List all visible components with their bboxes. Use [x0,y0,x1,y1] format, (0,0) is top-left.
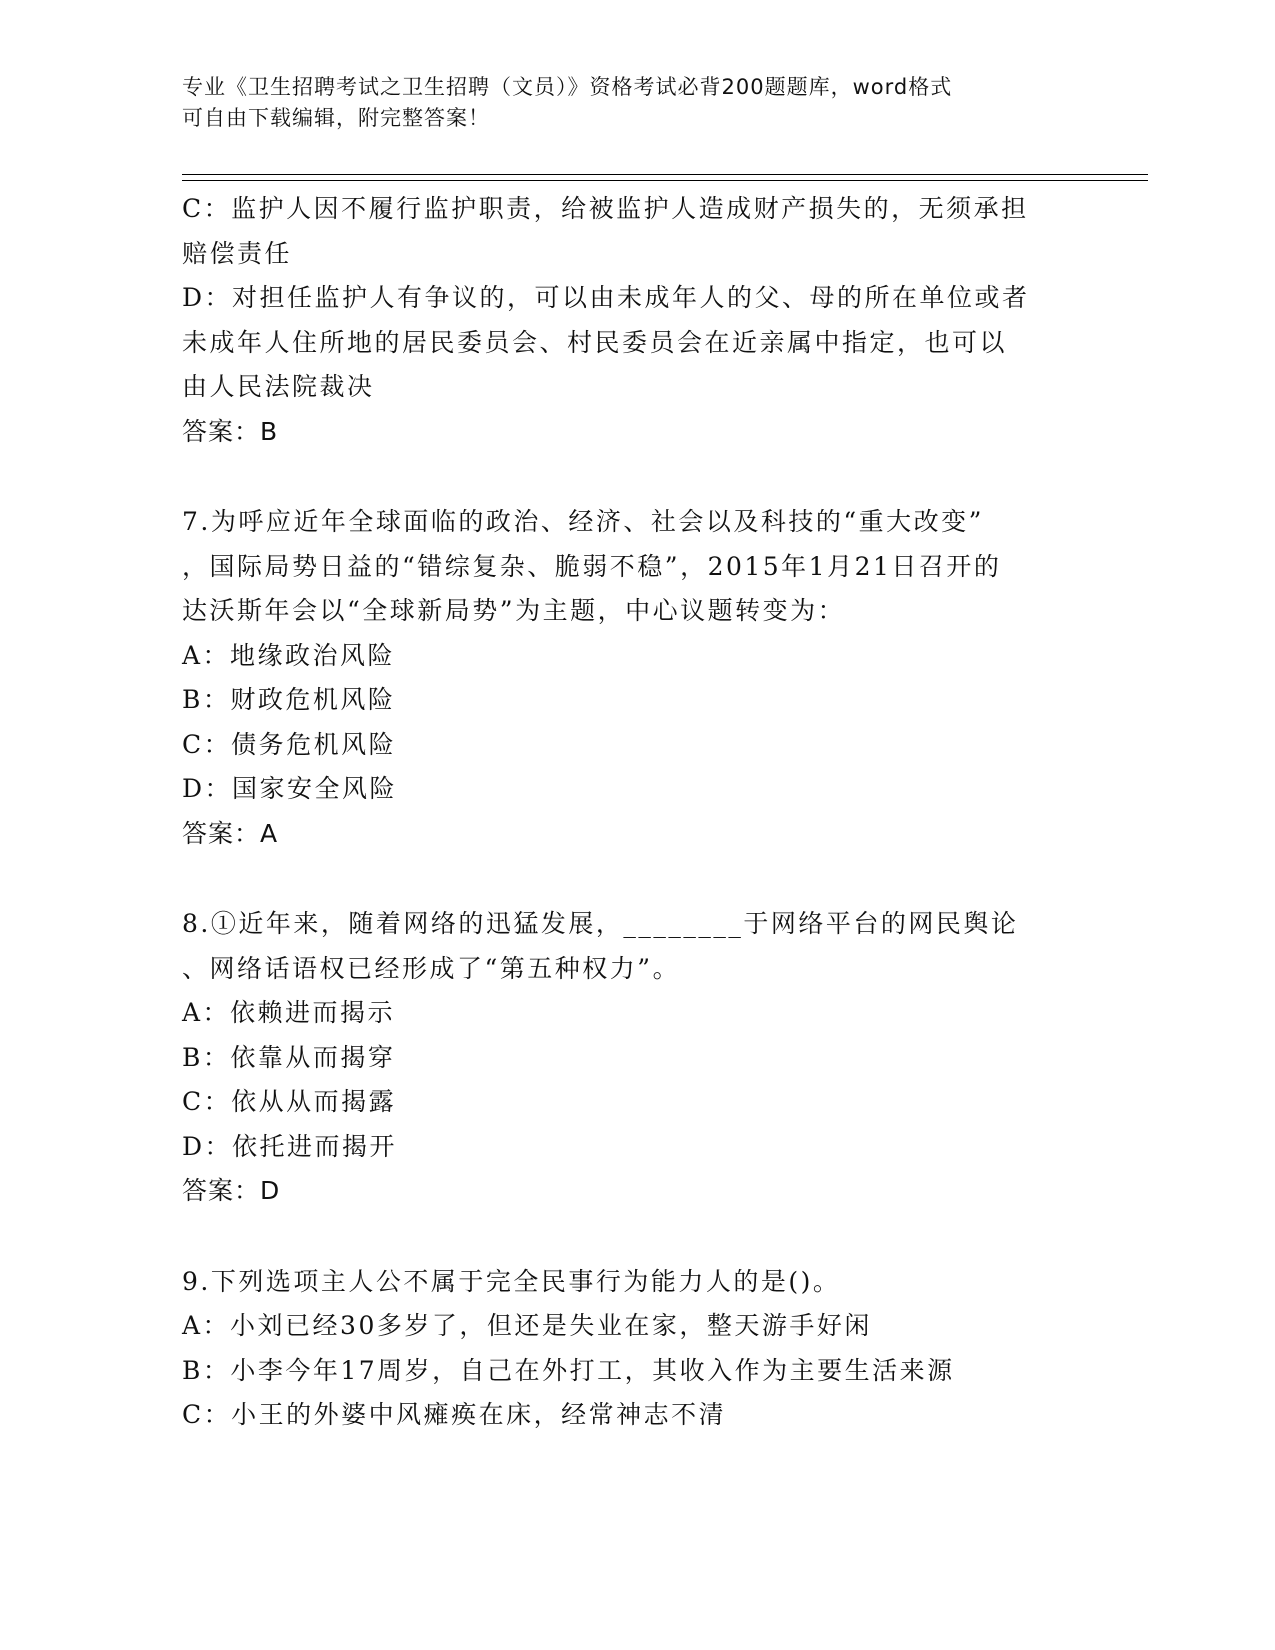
question-spacer [182,1214,1082,1260]
option-b: B：财政危机风险 [182,685,396,714]
question-spacer [182,856,1082,902]
answer-label: 答案：D [182,1176,281,1205]
option-b: B：小李今年17周岁，自己在外打工，其收入作为主要生活来源 [182,1355,955,1385]
option-a: A：地缘政治风险 [182,640,396,670]
question-stem-line-2: 、网络话语权已经形成了“第五种权力”。 [182,953,681,983]
option-b: B：依靠从而揭穿 [182,1042,396,1072]
question-stem-line-2: ，国际局势日益的“错综复杂、脆弱不稳”，2015年1月21日召开的 [182,551,1002,581]
option-a: A：小刘已经30多岁了，但还是失业在家，整天游手好闲 [182,1311,872,1340]
question-6-tail [182,187,1082,454]
option-c: C：债务危机风险 [182,729,397,759]
header-title-line-2: 可自由下载编辑，附完整答案！ [182,106,490,130]
option-a: A：依赖进而揭示 [182,998,396,1027]
option-c: C：依从从而揭露 [182,1087,397,1116]
question-9 [182,1260,1082,1438]
option-d: D：国家安全风险 [182,774,398,803]
option-c-line-2: 赔偿责任 [182,238,293,268]
question-stem-line-1: 9.下列选项主人公不属于完全民事行为能力人的是()。 [182,1266,841,1296]
option-c-line-1: C：监护人因不履行监护职责，给被监护人造成财产损失的，无须承担 [182,194,1029,223]
question-body [182,187,1082,1438]
document-header [182,72,1062,134]
option-c: C：小王的外婆中风瘫痪在床，经常神志不清 [182,1400,727,1429]
header-divider-top [182,174,1148,175]
option-d-line-2: 未成年人住所地的居民委员会、村民委员会在近亲属中指定，也可以 [182,327,1008,357]
question-7 [182,500,1082,856]
answer-label: 答案：B [182,416,279,446]
question-spacer [182,454,1082,500]
header-divider-bottom [182,180,1148,181]
header-title-line-1: 专业《卫生招聘考试之卫生招聘（文员）》资格考试必背200题题库，word格式 [182,75,953,99]
option-d-line-1: D：对担任监护人有争议的，可以由未成年人的父、母的所在单位或者 [182,283,1030,312]
option-d-line-3: 由人民法院裁决 [182,372,375,401]
question-stem-line-1: 7.为呼应近年全球面临的政治、经济、社会以及科技的“重大改变” [182,507,984,536]
question-stem-line-1: 8.①近年来，随着网络的迅猛发展，________于网络平台的网民舆论 [182,909,1019,938]
answer-label: 答案：A [182,818,279,848]
option-d: D：依托进而揭开 [182,1131,398,1161]
question-stem-line-3: 达沃斯年会以“全球新局势”为主题，中心议题转变为： [182,596,846,625]
question-8 [182,902,1082,1214]
